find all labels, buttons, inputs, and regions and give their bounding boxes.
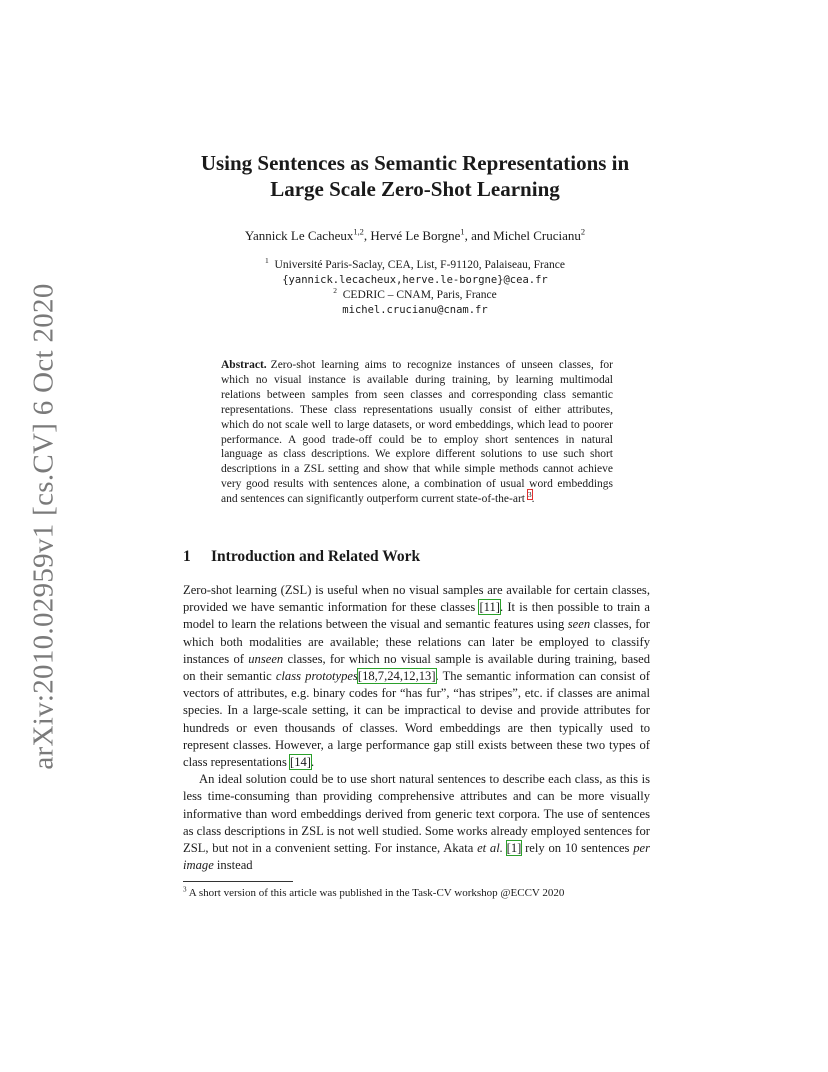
- abstract-label: Abstract.: [221, 359, 267, 371]
- p2-text-3: instead: [213, 858, 253, 873]
- p2-em-per-image: per image: [183, 841, 651, 873]
- p1-em-seen: seen: [567, 617, 591, 632]
- p1-text-6: .: [311, 755, 315, 770]
- p1-text-3: classes, for which both modalities are available; these relations can later be employed to classify instances of: [183, 617, 650, 666]
- p2-text-2: rely on 10 sentences: [521, 841, 634, 856]
- abstract-text: Zero-shot learning aims to recognize instances of unseen classes, for which no visual instance is available during training, by learning multimodal relations between samples from seen classes and corresponding class semantic representations. These class representations usually consist of either attributes, which do not scale well to large datasets, or word embeddings, which lead to poorer performance. A good trade-off could be to employ short sentences in natural language as class descriptions. We explore different solutions to use such short descriptions in a ZSL setting and show that while simple methods cannot achieve very good results with sentences alone, a combination of usual word embeddings and sentences can significantly outperform current state-of-the-art: [221, 359, 613, 506]
- footnote-ref[interactable]: 3: [527, 490, 532, 500]
- p1-em-class-prototypes: class prototypes: [275, 669, 358, 684]
- footnote-text: A short version of this article was published in the Task-CV workshop @ECCV 2020: [188, 887, 565, 899]
- footnote: [183, 886, 650, 900]
- paragraph-1: [183, 582, 650, 771]
- affiliation-1-text: Université Paris-Saclay, CEA, List, F-91120, Palaiseau, France: [274, 259, 565, 271]
- author-2: Hervé Le Borgne: [370, 228, 461, 243]
- paragraph-2: [183, 771, 650, 874]
- citation-link-14[interactable]: [14]: [290, 755, 311, 770]
- p1-text-2: . It is then possible to train a model to learn the relations between the visual and semantic features using: [183, 600, 650, 632]
- section-number: 1: [183, 548, 191, 565]
- paper-title: [150, 150, 680, 202]
- abstract-end: .: [531, 493, 535, 506]
- author-3: and Michel Crucianu: [471, 228, 581, 243]
- p1-text-4: classes, for which no visual sample is available during training, based on their semantic: [183, 651, 650, 684]
- p2-em-et-al: et al.: [477, 841, 503, 856]
- section-title: Introduction and Related Work: [211, 548, 421, 565]
- affiliation-1-sup: 1: [265, 256, 269, 266]
- p1-text-5: . The semantic information can consist of vectors of attributes, e.g. binary codes for “has fur”, “has stripes”, etc. if classes are animal species. In a large-scale setting, it can be impractical to devise and provide attributes for hundreds or even thousands of classes. Word embeddings are then typically used to represent classes. However, a large performance gap still exists between these two types of class representations: [183, 669, 650, 770]
- email-2: michel.crucianu@cnam.fr: [342, 304, 488, 316]
- author-2-sup: 1: [460, 226, 465, 237]
- affiliation-2-text: CEDRIC – CNAM, Paris, France: [342, 289, 497, 301]
- p2-text-1: An ideal solution could be to use short natural sentences to describe each class, as this is less time-consuming than providing comprehensive attributes and can be more visually informative than word embeddings derived from generic text corpora. The use of sentences as class descriptions in ZSL is not well studied. Some works already employed sentences for ZSL, but not in a convenient setting. For instance, Akata: [183, 772, 650, 856]
- citation-link-1[interactable]: [1]: [506, 841, 522, 856]
- p1-em-unseen: unseen: [248, 651, 284, 666]
- affiliation-2-sup: 2: [333, 286, 337, 296]
- title-line-1: Using Sentences as Semantic Representations in: [200, 151, 630, 175]
- citation-link-group[interactable]: [18,7,24,12,13]: [357, 669, 436, 684]
- section-heading: [183, 548, 420, 566]
- author-1-sup: 1,2: [353, 226, 364, 237]
- affiliations: [150, 258, 680, 318]
- p1-text-1: Zero-shot learning (ZSL) is useful when no visual samples are available for certain classes, provided we have semantic information for these classes: [183, 583, 650, 615]
- abstract: [221, 358, 613, 507]
- arxiv-identifier: [14, 283, 74, 770]
- author-list: Yannick Le Cacheux$^{1,2}$, Hervé Le Borgne$^1$, and Michel Crucianu$^2$: [244, 226, 586, 243]
- affiliation-1: [150, 258, 680, 273]
- email-1: {yannick.lecacheux,herve.le-borgne}@cea.fr: [282, 274, 548, 286]
- author-3-sup: 2: [580, 226, 586, 237]
- citation-link[interactable]: [11]: [479, 600, 500, 615]
- arxiv-identifier-text: arXiv:2010.02959v1 [cs.CV] 6 Oct 2020: [27, 283, 60, 770]
- body-text: [183, 582, 650, 874]
- title-line-2: Large Scale Zero-Shot Learning: [270, 177, 560, 201]
- affiliation-2: [150, 288, 680, 303]
- author-1: Yannick Le Cacheux: [244, 228, 354, 243]
- footnote-mark: 3: [183, 885, 187, 894]
- footnote-divider: [183, 881, 293, 882]
